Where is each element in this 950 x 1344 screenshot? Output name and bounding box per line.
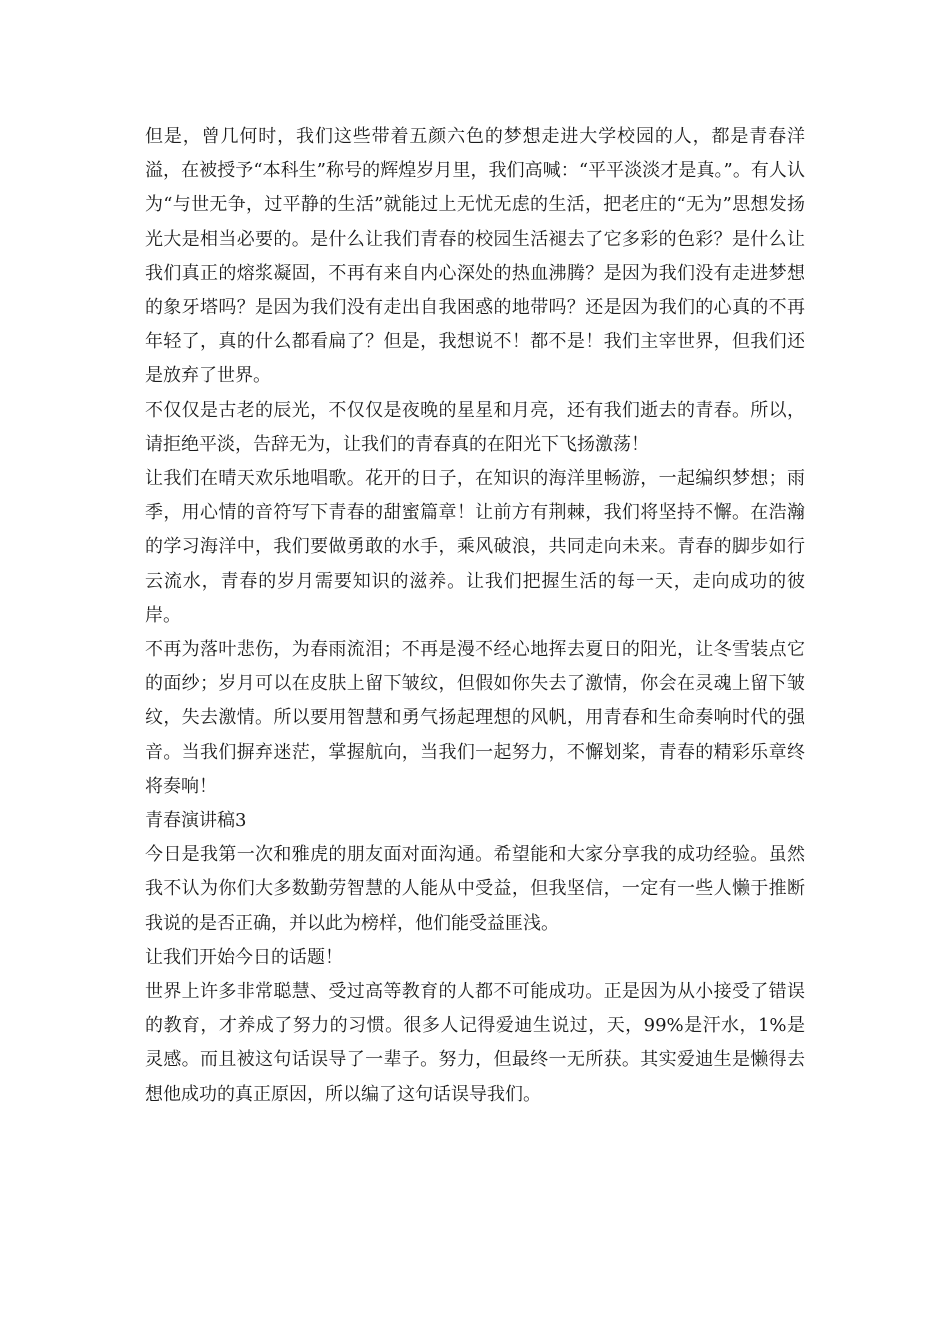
paragraph-7: 世界上许多非常聪慧、受过高等教育的人都不可能成功。正是因为从小接受了错误的教育，才养成了努力的习惯。很多人记得爱迪生说过，天，99%是汗水，1%是灵感。而且被这句话误导了一辈子。努力，但最终一无所获。其实爱迪生是懒得去想他成功的真正原因，所以编了这句话误导我们。 xyxy=(145,981,805,1105)
paragraph-4: 不再为落叶悲伤，为春雨流泪；不再是漫不经心地挥去夏日的阳光，让冬雪装点它的面纱；岁月可以在皮肤上留下皱纹，但假如你失去了激情，你会在灵魂上留下皱纹，失去激情。所以要用智慧和勇气扬起理想的风帆，用青春和生命奏响时代的强音。当我们摒弃迷茫，掌握航向，当我们一起努力，不懈划桨，青春的精彩乐章终将奏响！ xyxy=(145,639,805,797)
paragraph-5: 今日是我第一次和雅虎的朋友面对面沟通。希望能和大家分享我的成功经验。虽然我不认为你们大多数勤劳智慧的人能从中受益，但我坚信，一定有一些人懒于推断我说的是否正确，并以此为榜样，他们能受益匪浅。 xyxy=(145,844,805,934)
section-heading: 青春演讲稿3 xyxy=(145,810,247,832)
paragraph-6: 让我们开始今日的话题！ xyxy=(145,946,343,968)
document-body xyxy=(145,120,805,1112)
paragraph-1: 但是，曾几何时，我们这些带着五颜六色的梦想走进大学校园的人，都是青春洋溢，在被授予“本科生”称号的辉煌岁月里，我们高喊：“平平淡淡才是真。”。有人认为“与世无争，过平静的生活”就能过上无忧无虑的生活，把老庄的“无为”思想发扬光大是相当必要的。是什么让我们青春的校园生活褪去了它多彩的色彩？是什么让我们真正的熔浆凝固，不再有来自内心深处的热血沸腾？是因为我们没有走进梦想的象牙塔吗？是因为我们没有走出自我困惑的地带吗？还是因为我们的心真的不再年轻了，真的什么都看扁了？但是，我想说不！都不是！我们主宰世界，但我们还是放弃了世界。 xyxy=(145,126,805,387)
paragraph-2: 不仅仅是古老的辰光，不仅仅是夜晚的星星和月亮，还有我们逝去的青春。所以，请拒绝平淡，告辞无为，让我们的青春真的在阳光下飞扬激荡！ xyxy=(145,399,805,455)
paragraph-3: 让我们在晴天欢乐地唱歌。花开的日子，在知识的海洋里畅游，一起编织梦想；雨季，用心情的音符写下青春的甜蜜篇章！让前方有荆棘，我们将坚持不懈。在浩瀚的学习海洋中，我们要做勇敢的水手，乘风破浪，共同走向未来。青春的脚步如行云流水，青春的岁月需要知识的滋养。让我们把握生活的每一天，走向成功的彼岸。 xyxy=(145,468,805,626)
